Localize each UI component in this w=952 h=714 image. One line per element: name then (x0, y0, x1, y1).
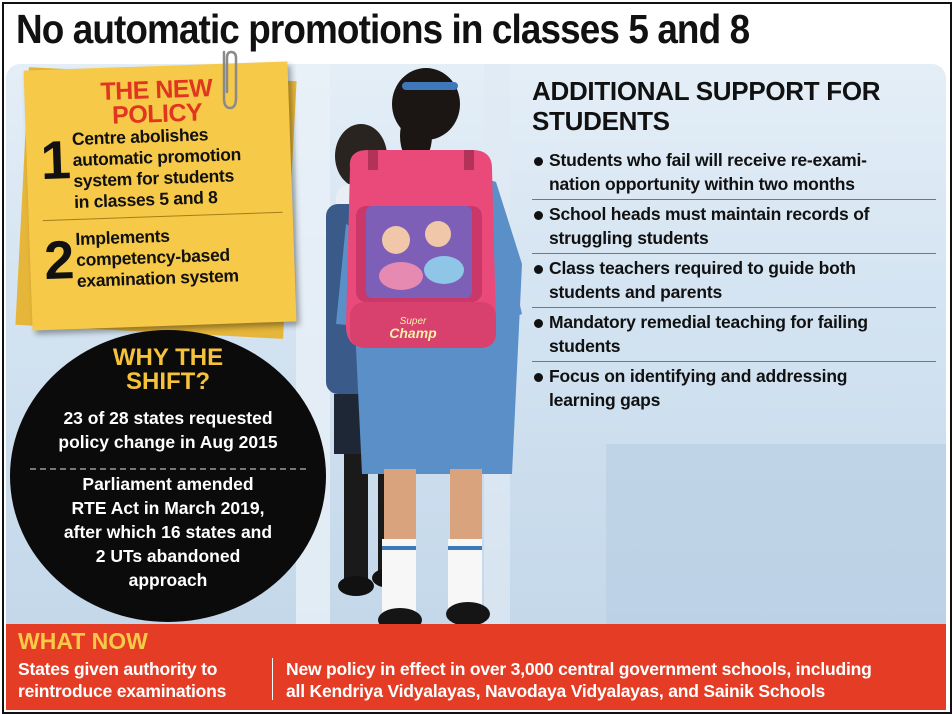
policy-number-2: 2 (43, 230, 76, 292)
what-now-left-line: States given authority to (18, 659, 218, 679)
policy-item-2-line: examination system (76, 265, 240, 291)
policy-item-2-line: competency-based (75, 244, 231, 270)
new-policy-note (24, 61, 297, 330)
support-item-line: students (549, 336, 621, 356)
why-shift-point-2-line: after which 16 states and (63, 522, 273, 542)
policy-item-1-line: automatic promotion (72, 144, 242, 171)
bag-text-super: Super (399, 316, 427, 327)
why-shift-circle (10, 330, 326, 622)
support-item (532, 146, 936, 200)
bullet-icon (534, 265, 543, 274)
policy-number-1: 1 (39, 130, 72, 192)
why-shift-title-line1: WHY THE (112, 344, 224, 371)
bullet-icon (534, 211, 543, 220)
new-policy-title-line1: THE NEW (99, 74, 213, 107)
why-shift-point-1 (10, 406, 326, 454)
why-shift-point-2-line: Parliament amended (82, 474, 254, 494)
why-shift-point-2-line: approach (128, 570, 208, 590)
why-shift-title-line2: SHIFT? (126, 368, 210, 395)
why-shift-point-1-line: policy change in Aug 2015 (58, 432, 278, 452)
bullet-icon (534, 319, 543, 328)
support-item-line: Students who fail will receive re-exami- (549, 150, 867, 170)
bullet-icon (534, 373, 543, 382)
why-shift-divider (30, 468, 306, 470)
additional-support-title-line2: STUDENTS (532, 106, 670, 136)
bag-text-champ: Champ (389, 325, 437, 341)
headline: No automatic promotions in classes 5 and 8 (16, 6, 750, 52)
additional-support-list (532, 146, 936, 415)
why-shift-point-1-line: 23 of 28 states requested (63, 408, 273, 428)
support-item-line: Mandatory remedial teaching for failing (549, 312, 868, 332)
support-item-line: learning gaps (549, 390, 661, 410)
support-item-line: Focus on identifying and addressing (549, 366, 848, 386)
what-now-band (6, 624, 946, 710)
policy-item-1-line: system for students (73, 165, 235, 192)
support-item-line: School heads must maintain records of (549, 204, 870, 224)
what-now-divider (272, 658, 273, 700)
what-now-left-line: reintroduce examinations (18, 681, 227, 701)
support-item-line: nation opportunity within two months (549, 174, 855, 194)
bullet-icon (534, 157, 543, 166)
what-now-left (18, 658, 226, 702)
what-now-right-line: all Kendriya Vidyalayas, Navodaya Vidyalayas, and Sainik Schools (286, 681, 826, 701)
additional-support-title-line1: ADDITIONAL SUPPORT FOR (532, 76, 881, 106)
policy-item-2-line: Implements (75, 225, 170, 249)
what-now-title: WHAT NOW (18, 628, 148, 654)
support-item-line: struggling students (549, 228, 709, 248)
why-shift-point-2-line: 2 UTs abandoned (95, 546, 241, 566)
new-policy-title (24, 73, 290, 130)
support-item-line: Class teachers required to guide both (549, 258, 856, 278)
support-item (532, 362, 936, 415)
support-item (532, 254, 936, 308)
additional-support-title (532, 76, 942, 136)
support-item (532, 308, 936, 362)
infographic-frame (2, 2, 952, 714)
what-now-right-line: New policy in effect in over 3,000 central government schools, including (286, 659, 872, 679)
policy-item-2 (75, 223, 239, 292)
new-policy-title-line2: POLICY (111, 98, 203, 130)
policy-item-1-line: in classes 5 and 8 (73, 186, 218, 212)
what-now-right (286, 658, 872, 702)
policy-item-1-line: Centre abolishes (71, 124, 209, 150)
support-item (532, 200, 936, 254)
why-shift-point-2 (10, 472, 326, 592)
policy-item-1 (72, 123, 243, 213)
why-shift-point-2-line: RTE Act in March 2019, (71, 498, 265, 518)
support-item-line: students and parents (549, 282, 722, 302)
why-shift-title (10, 346, 326, 394)
paperclip-icon (216, 48, 242, 112)
note-divider (43, 212, 283, 221)
